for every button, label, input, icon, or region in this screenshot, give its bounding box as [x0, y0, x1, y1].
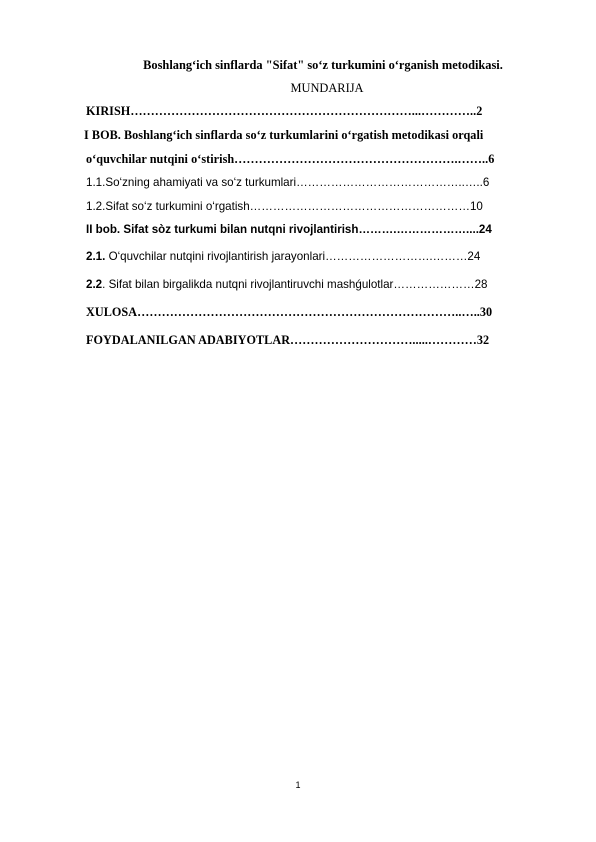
- toc-entry-text: XULOSA……………………………………………………………………..…..30: [86, 305, 493, 319]
- toc-entry-xulosa: [86, 304, 492, 320]
- document-title: Boshlang‘ich sinflarda "Sifat" so‘z turkumini o‘rganish metodikasi.: [143, 58, 503, 72]
- toc-heading: MUNDARIJA: [290, 81, 364, 95]
- toc-entry-kirish: [86, 103, 482, 119]
- toc-entry-text: O‘quvchilar nutqini rivojlantirish jarayonlari……………………….………24: [105, 250, 481, 263]
- toc-entry-text: 1.1.So‘zning ahamiyati va so‘z turkumlari……………………………………..…..6: [86, 176, 490, 189]
- toc-entry-chapter-1: [84, 127, 483, 143]
- toc-entry-1-1: [86, 175, 489, 191]
- toc-entry-text: 1.2.Sifat so‘z turkumini o‘rgatish…………………………………………………10: [86, 200, 483, 213]
- toc-entry-chapter-2: [86, 222, 492, 238]
- toc-entry-chapter-1-cont: [86, 151, 494, 167]
- toc-entry-2-1: [86, 249, 480, 265]
- toc-entry-text: II bob. Sifat sòz turkumi bilan nutqni rivojlantirish……….………………....24: [86, 223, 492, 236]
- toc-entry-2-2: [86, 277, 487, 293]
- toc-entry-adabiyotlar: [86, 332, 489, 348]
- toc-entry-text: FOYDALANILGAN ADABIYOTLAR………………………….....…………32: [86, 333, 490, 347]
- toc-entry-text: . Sifat bilan birgalikda nutqni rivojlantiruvchi mashǵulotlar…………………28: [102, 278, 488, 291]
- toc-entry-text: KIRISH……………………………………………………………...…………..2: [86, 104, 483, 118]
- toc-entry-1-2: [86, 199, 483, 215]
- toc-entry-text: I BOB. Boshlang‘ich sinflarda so‘z turkumlarini o‘rgatish metodikasi orqali: [84, 128, 484, 142]
- toc-entry-text: o‘quvchilar nutqini o‘stirish……………………………………………….……..6: [86, 152, 495, 166]
- toc-entry-number: 2.1.: [86, 250, 106, 263]
- toc-entry-number: 2.2: [86, 278, 103, 291]
- page-number: 1: [295, 780, 301, 790]
